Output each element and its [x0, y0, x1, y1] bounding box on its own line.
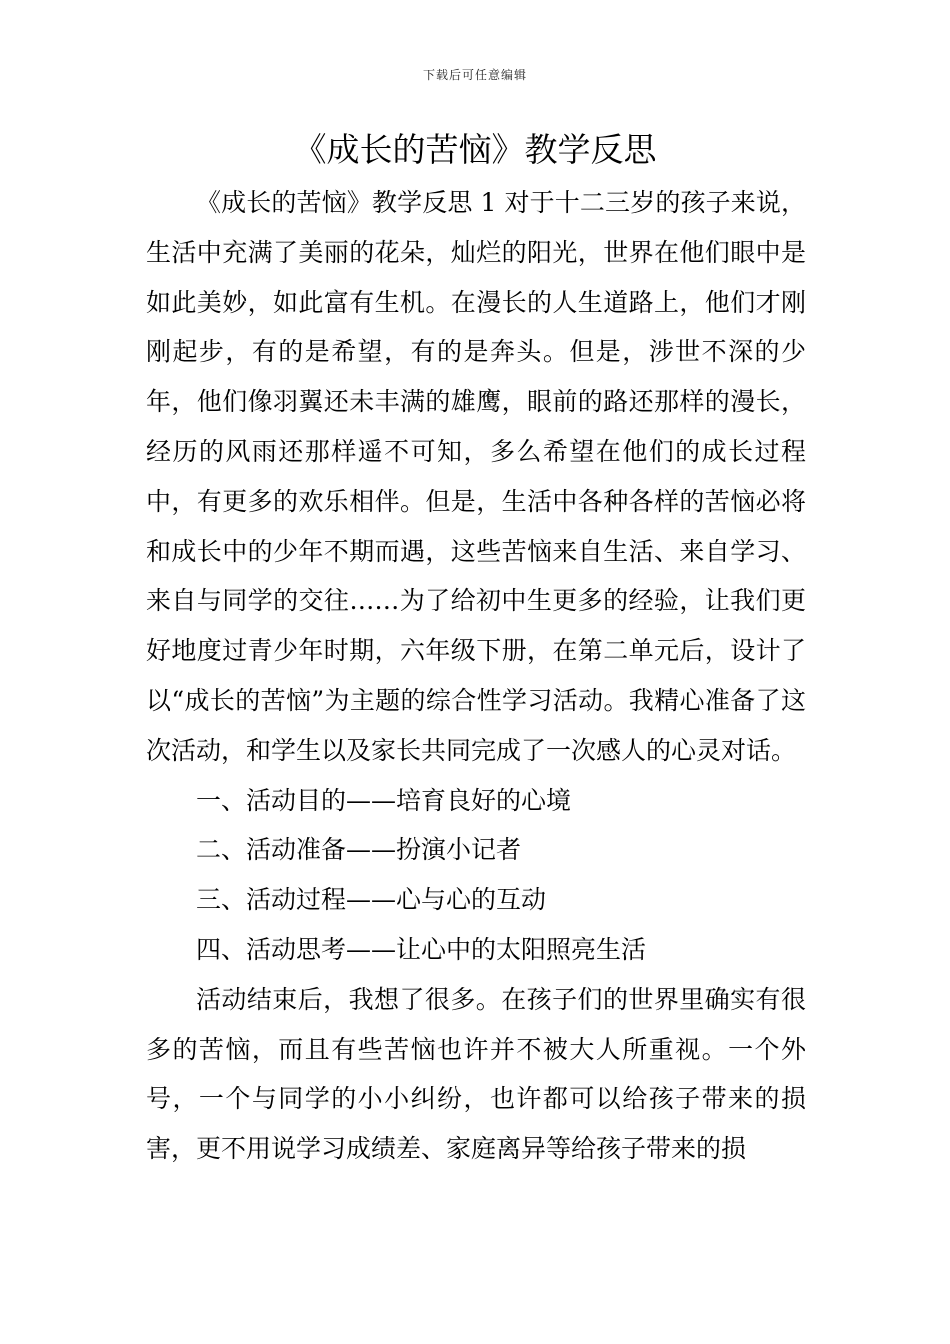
document-title: 《成长的苦恼》教学反思 [293, 130, 657, 169]
outline-item-2: 二、活动准备——扮演小记者 [196, 835, 522, 865]
closing-paragraph: 活动结束后，我想了很多。在孩子们的世界里确实有很多的苦恼，而且有些苦恼也许并不被大人所重视。一个外号，一个与同学的小小纠纷，也许都可以给孩子带来的损害，更不用说学习成绩差、家庭离异等给孩子带来的损 [146, 984, 806, 1164]
page-header-note: 下载后可任意编辑 [422, 68, 527, 82]
outline-item-1: 一、活动目的——培育良好的心境 [196, 785, 572, 815]
outline-item-4: 四、活动思考——让心中的太阳照亮生活 [196, 934, 647, 964]
document-body [146, 178, 806, 1174]
intro-paragraph: 《成长的苦恼》教学反思 1 对于十二三岁的孩子来说，生活中充满了美丽的花朵，灿烂的阳光，世界在他们眼中是如此美妙，如此富有生机。在漫长的人生道路上，他们才刚刚起步，有的是希望，有的是奔头。但是，涉世不深的少年，他们像羽翼还未丰满的雄鹰，眼前的路还那样的漫长，经历的风雨还那样遥不可知，多么希望在他们的成长过程中，有更多的欢乐相伴。但是，生活中各种各样的苦恼必将和成长中的少年不期而遇，这些苦恼来自生活、来自学习、来自与同学的交往……为了给初中生更多的经验，让我们更好地度过青少年时期，六年级下册，在第二单元后，设计了以“成长的苦恼”为主题的综合性学习活动。我精心准备了这次活动，和学生以及家长共同完成了一次感人的心灵对话。 [146, 188, 806, 765]
outline-item-3: 三、活动过程——心与心的互动 [196, 885, 547, 915]
